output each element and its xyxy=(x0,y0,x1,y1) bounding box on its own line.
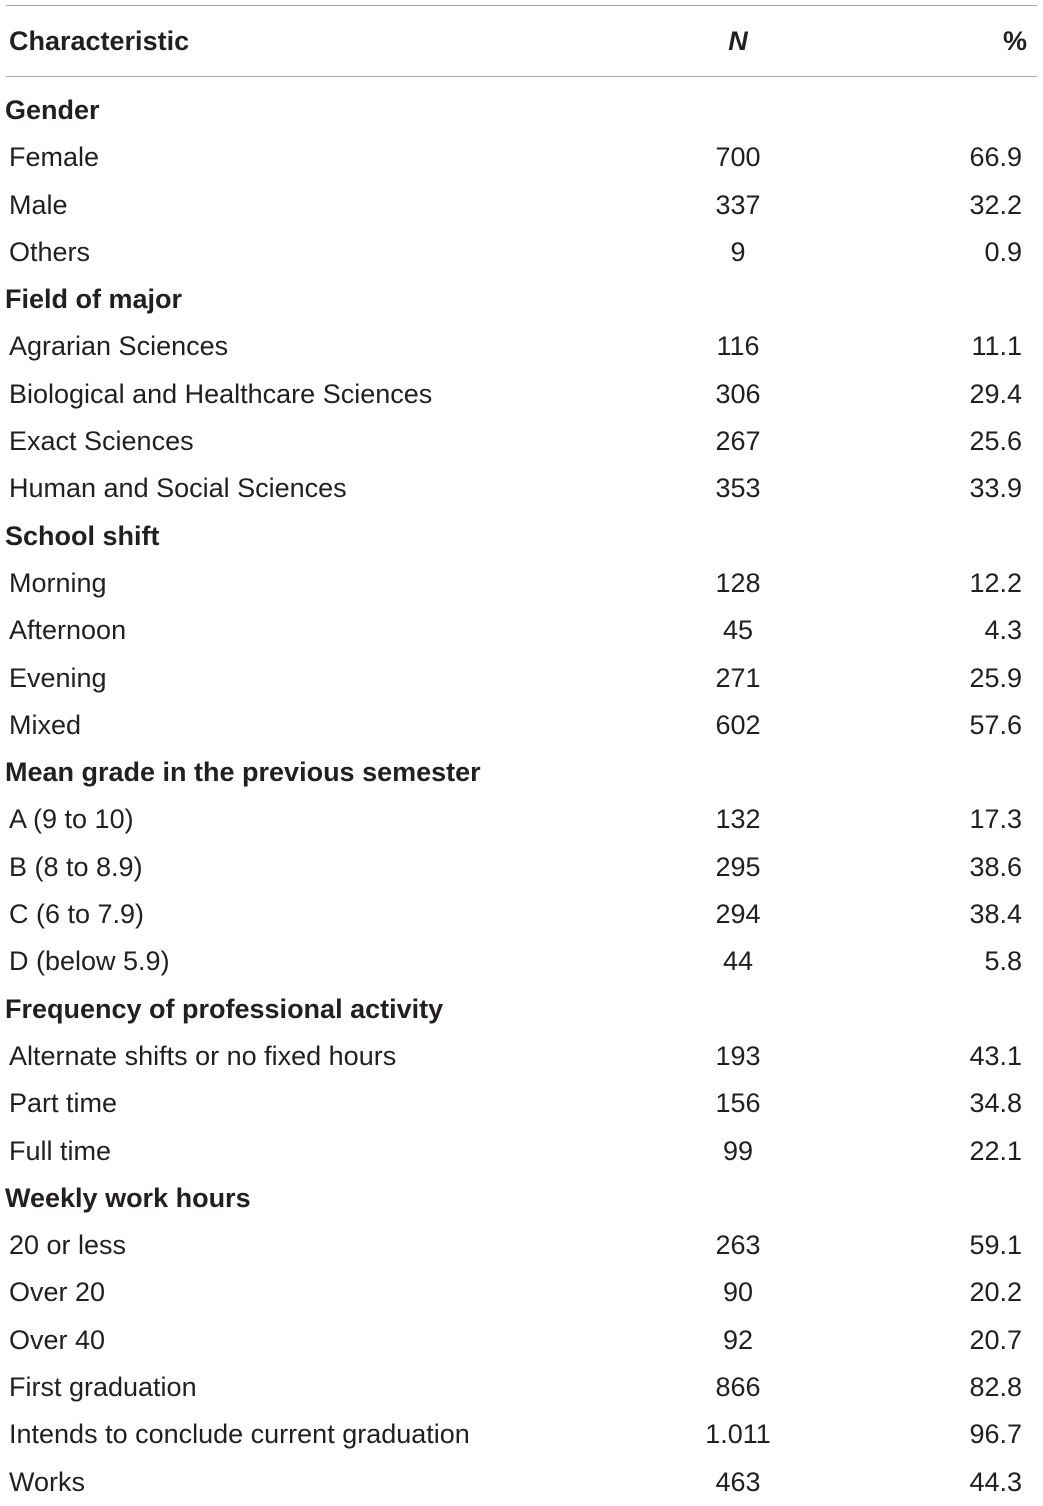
section-label: Frequency of professional activity xyxy=(5,993,444,1024)
row-label: Evening xyxy=(9,662,107,693)
row-label: Biological and Healthcare Sciences xyxy=(9,378,433,409)
table-row xyxy=(0,891,1043,938)
table-row xyxy=(0,465,1043,512)
section-label: Field of major xyxy=(5,284,183,315)
row-label: Morning xyxy=(9,567,107,598)
row-n-value: 602 xyxy=(715,709,761,740)
row-n-value: 267 xyxy=(715,426,761,457)
table-row xyxy=(0,1080,1043,1127)
row-label: Male xyxy=(9,189,68,220)
row-percent-value: 11.1 xyxy=(971,331,1022,362)
table-row xyxy=(0,1364,1043,1411)
table-row xyxy=(0,1411,1043,1458)
row-n-value: 1.011 xyxy=(705,1419,771,1450)
row-percent-value: 32.2 xyxy=(969,189,1022,220)
row-percent-value: 25.9 xyxy=(969,662,1022,693)
row-n-value: 156 xyxy=(715,1088,761,1119)
row-n-value: 9 xyxy=(730,236,746,267)
row-label: Others xyxy=(9,236,91,267)
table-row xyxy=(0,655,1043,702)
row-n-value: 700 xyxy=(715,142,761,173)
row-n-value: 99 xyxy=(722,1135,754,1166)
row-label: Exact Sciences xyxy=(9,426,194,457)
table-header-rule xyxy=(6,76,1037,77)
section-label: Gender xyxy=(5,95,100,125)
table-row xyxy=(0,134,1043,181)
row-label: Mixed xyxy=(9,709,82,740)
section-label: Weekly work hours xyxy=(5,1182,251,1213)
table-row xyxy=(0,938,1043,985)
row-label: Part time xyxy=(9,1088,118,1119)
table-row xyxy=(0,323,1043,370)
row-percent-value: 29.4 xyxy=(969,378,1022,409)
row-n-value: 92 xyxy=(722,1324,754,1355)
section-header-row xyxy=(0,1175,1043,1222)
row-n-value: 295 xyxy=(715,851,761,882)
row-percent-value: 57.6 xyxy=(969,709,1022,740)
row-percent-value: 59.1 xyxy=(969,1230,1022,1261)
row-n-value: 263 xyxy=(715,1230,761,1261)
row-n-value: 337 xyxy=(715,189,761,220)
row-percent-value: 17.3 xyxy=(969,804,1022,835)
row-n-value: 463 xyxy=(715,1466,761,1497)
row-n-value: 193 xyxy=(715,1040,761,1071)
table-row xyxy=(0,702,1043,749)
row-label: Works xyxy=(9,1466,86,1497)
row-n-value: 44 xyxy=(722,946,754,977)
row-n-value: 271 xyxy=(715,662,761,693)
row-label: Agrarian Sciences xyxy=(9,331,229,362)
row-percent-value: 22.1 xyxy=(969,1135,1022,1166)
section-header-row xyxy=(0,749,1043,796)
row-n-value: 128 xyxy=(715,567,761,598)
table-row xyxy=(0,1128,1043,1175)
table-row xyxy=(0,1459,1043,1506)
row-percent-value: 0.9 xyxy=(984,236,1022,267)
table-row xyxy=(0,844,1043,891)
row-percent-value: 4.3 xyxy=(984,615,1022,646)
table-row xyxy=(0,796,1043,843)
row-label: B (8 to 8.9) xyxy=(9,851,143,882)
row-n-value: 132 xyxy=(715,804,761,835)
row-label: Full time xyxy=(9,1135,112,1166)
row-percent-value: 43.1 xyxy=(969,1040,1022,1071)
table-row xyxy=(0,229,1043,276)
row-label: C (6 to 7.9) xyxy=(9,899,145,930)
row-label: Intends to conclude current graduation xyxy=(9,1419,470,1450)
row-percent-value: 82.8 xyxy=(969,1372,1022,1403)
row-percent-value: 66.9 xyxy=(969,142,1022,173)
header-n: N xyxy=(728,26,748,56)
row-percent-value: 25.6 xyxy=(969,426,1022,457)
row-label: Human and Social Sciences xyxy=(9,473,347,504)
row-label: Afternoon xyxy=(9,615,127,646)
row-percent-value: 20.7 xyxy=(969,1324,1022,1355)
table-row xyxy=(0,607,1043,654)
row-percent-value: 5.8 xyxy=(984,946,1022,977)
row-label: 20 or less xyxy=(9,1230,127,1261)
row-label: Over 40 xyxy=(9,1324,106,1355)
row-n-value: 866 xyxy=(715,1372,761,1403)
table-body xyxy=(0,87,1043,1506)
section-header-row xyxy=(0,276,1043,323)
section-label: School shift xyxy=(5,520,160,551)
table-row xyxy=(0,418,1043,465)
row-n-value: 116 xyxy=(716,331,760,362)
table-row xyxy=(0,182,1043,229)
row-percent-value: 33.9 xyxy=(969,473,1022,504)
table-row xyxy=(0,560,1043,607)
table-row xyxy=(0,1317,1043,1364)
row-percent-value: 20.2 xyxy=(969,1277,1022,1308)
row-percent-value: 38.6 xyxy=(969,851,1022,882)
section-header-row xyxy=(0,986,1043,1033)
table-row xyxy=(0,371,1043,418)
row-percent-value: 12.2 xyxy=(969,567,1022,598)
row-label: Female xyxy=(9,142,100,173)
row-percent-value: 34.8 xyxy=(969,1088,1022,1119)
section-label: Mean grade in the previous semester xyxy=(5,757,481,788)
row-n-value: 45 xyxy=(722,615,754,646)
row-n-value: 90 xyxy=(722,1277,754,1308)
row-label: Alternate shifts or no fixed hours xyxy=(9,1040,397,1071)
row-percent-value: 44.3 xyxy=(969,1466,1022,1497)
row-n-value: 294 xyxy=(715,899,761,930)
table-row xyxy=(0,1222,1043,1269)
row-label: A (9 to 10) xyxy=(9,804,134,835)
row-label: D (below 5.9) xyxy=(9,946,170,977)
header-characteristic: Characteristic xyxy=(9,26,190,56)
section-header-row xyxy=(0,87,1043,134)
row-n-value: 353 xyxy=(715,473,761,504)
table-row xyxy=(0,1033,1043,1080)
row-label: First graduation xyxy=(9,1372,197,1403)
row-percent-value: 96.7 xyxy=(969,1419,1022,1450)
table-row xyxy=(0,1269,1043,1316)
header-percent: % xyxy=(1002,26,1027,56)
row-percent-value: 38.4 xyxy=(969,899,1022,930)
section-header-row xyxy=(0,513,1043,560)
row-label: Over 20 xyxy=(9,1277,106,1308)
row-n-value: 306 xyxy=(715,378,761,409)
